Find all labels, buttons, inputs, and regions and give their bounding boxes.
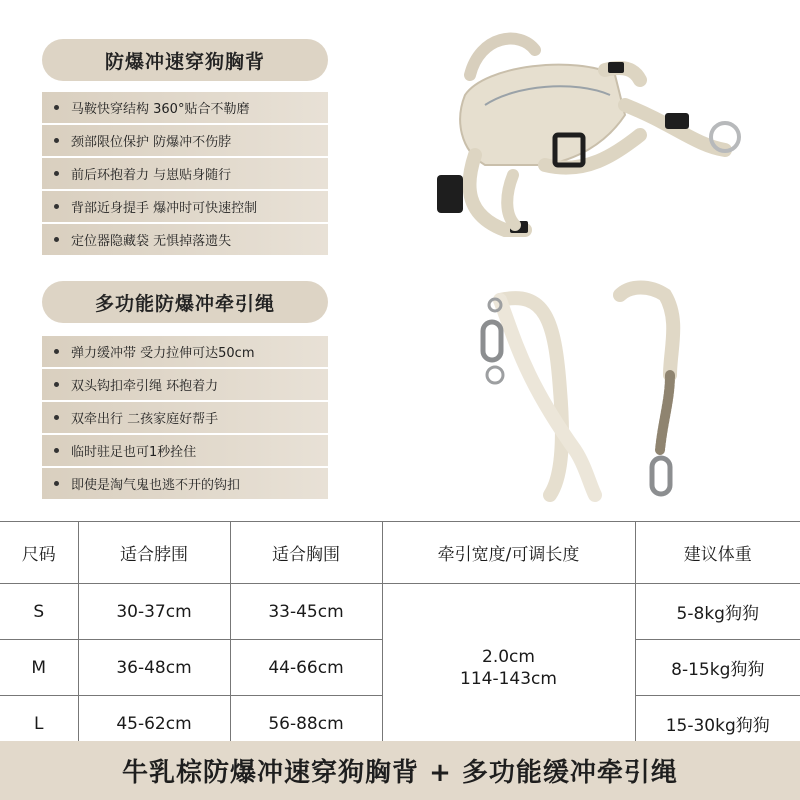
header-neck: 适合脖围 — [78, 522, 230, 584]
header-size: 尺码 — [0, 522, 78, 584]
neck-cell: 30-37cm — [78, 584, 230, 640]
chest-cell: 33-45cm — [230, 584, 382, 640]
feature-text: 双牵出行 二孩家庭好帮手 — [71, 412, 219, 427]
weight-cell: 8-15kg狗狗 — [635, 640, 800, 696]
size-cell: L — [0, 696, 78, 752]
list-item — [42, 336, 328, 367]
weight-cell: 15-30kg狗狗 — [635, 696, 800, 752]
feature-text: 马鞍快穿结构 360°贴合不勒磨 — [71, 102, 250, 117]
feature-text: 定位器隐藏袋 无惧掉落遗失 — [71, 234, 232, 249]
bullet-icon — [54, 204, 59, 209]
feature-text: 背部近身提手 爆冲时可快速控制 — [71, 201, 258, 216]
header-leash: 牵引宽度/可调长度 — [382, 522, 635, 584]
size-table — [0, 521, 800, 752]
list-item — [42, 369, 328, 400]
list-item — [42, 158, 328, 189]
list-item — [42, 92, 328, 123]
weight-cell: 5-8kg狗狗 — [635, 584, 800, 640]
leash-product-image — [455, 280, 725, 510]
neck-cell: 45-62cm — [78, 696, 230, 752]
harness-product-image — [425, 25, 765, 250]
bullet-icon — [54, 448, 59, 453]
list-item — [42, 435, 328, 466]
feature-text: 双头钩扣牵引绳 环抱着力 — [71, 379, 219, 394]
feature-text: 颈部限位保护 防爆冲不伤脖 — [71, 135, 232, 150]
list-item — [42, 125, 328, 156]
chest-cell: 44-66cm — [230, 640, 382, 696]
list-item — [42, 191, 328, 222]
list-item — [42, 402, 328, 433]
bullet-icon — [54, 382, 59, 387]
feature-text: 临时驻足也可1秒拴住 — [71, 445, 197, 460]
leash-length: 114-143cm — [460, 668, 557, 689]
harness-feature-list — [42, 92, 328, 257]
leash-feature-list — [42, 336, 328, 501]
bullet-icon — [54, 415, 59, 420]
list-item — [42, 468, 328, 499]
feature-text: 前后环抱着力 与崽贴身随行 — [71, 168, 232, 183]
bullet-icon — [54, 171, 59, 176]
bullet-icon — [54, 237, 59, 242]
chest-cell: 56-88cm — [230, 696, 382, 752]
leash-title: 多功能防爆冲牵引绳 — [42, 281, 328, 323]
leash-width: 2.0cm — [482, 646, 535, 667]
size-cell: M — [0, 640, 78, 696]
table-header-row — [0, 522, 800, 584]
header-chest: 适合胸围 — [230, 522, 382, 584]
leash-spec-cell — [382, 584, 635, 752]
header-weight: 建议体重 — [635, 522, 800, 584]
feature-text: 弹力缓冲带 受力拉伸可达50cm — [71, 346, 255, 361]
bullet-icon — [54, 138, 59, 143]
size-cell: S — [0, 584, 78, 640]
bullet-icon — [54, 481, 59, 486]
neck-cell: 36-48cm — [78, 640, 230, 696]
feature-text: 即使是淘气鬼也逃不开的钩扣 — [71, 478, 241, 493]
harness-title: 防爆冲速穿狗胸背 — [42, 39, 328, 81]
bullet-icon — [54, 105, 59, 110]
list-item — [42, 224, 328, 255]
table-row — [0, 584, 800, 640]
bullet-icon — [54, 349, 59, 354]
product-banner: 牛乳棕防爆冲速穿狗胸背 + 多功能缓冲牵引绳 — [0, 741, 800, 800]
